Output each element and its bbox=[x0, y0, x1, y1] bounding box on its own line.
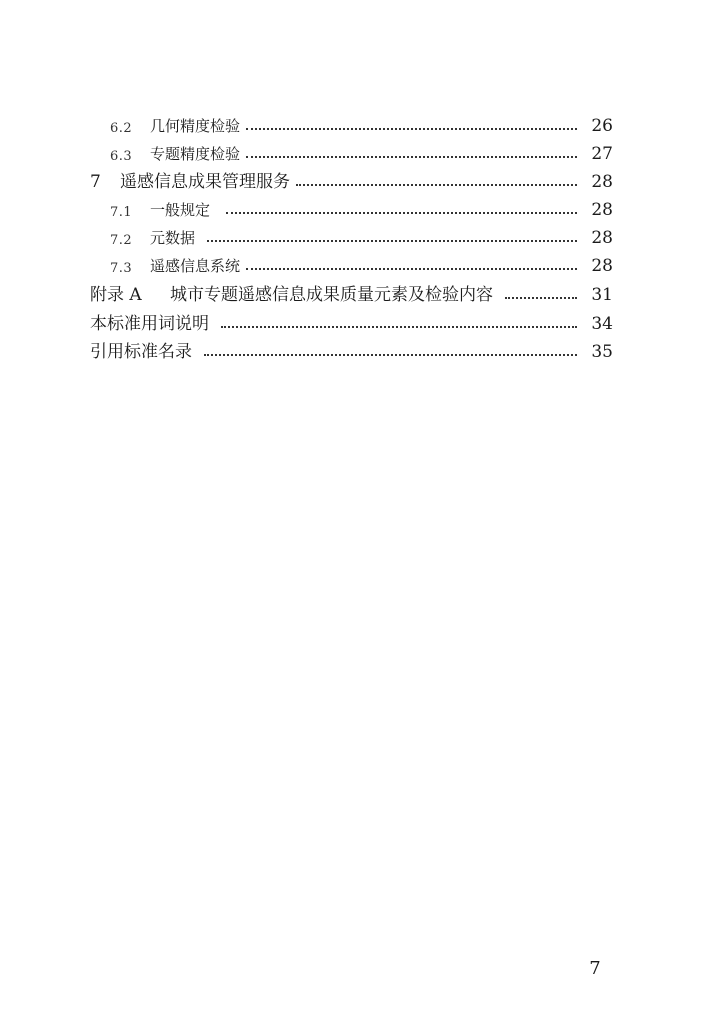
toc-entry-page: 28 bbox=[591, 172, 613, 192]
page-number: 7 bbox=[589, 958, 601, 979]
toc-entry-6-3[interactable] bbox=[0, 136, 707, 164]
toc-entry-7-2[interactable] bbox=[0, 220, 707, 248]
toc-entry-page: 26 bbox=[591, 116, 613, 136]
toc-entry-title: 专题精度检验 bbox=[150, 145, 241, 163]
toc-entry-title: 几何精度检验 bbox=[150, 117, 241, 135]
toc-entry-title: 引用标准名录 bbox=[90, 342, 192, 362]
toc-entry-7-3[interactable] bbox=[0, 248, 707, 276]
toc-entry-number: 7 bbox=[90, 172, 101, 192]
toc-entry-title: 遥感信息成果管理服务 bbox=[120, 172, 290, 192]
dot-leader bbox=[296, 184, 577, 186]
toc-entry-page: 28 bbox=[591, 228, 613, 248]
dot-leader bbox=[505, 297, 577, 299]
toc-entry-number: 7.3 bbox=[110, 261, 133, 276]
toc-entry-page: 28 bbox=[591, 256, 613, 276]
toc-entry-title: 元数据 bbox=[150, 229, 196, 247]
dot-leader bbox=[221, 326, 577, 328]
toc-entry-number: 6.3 bbox=[110, 149, 133, 164]
dot-leader bbox=[204, 354, 577, 356]
toc-entry-number: 7.2 bbox=[110, 233, 133, 248]
toc-entry-7[interactable] bbox=[0, 164, 707, 192]
dot-leader bbox=[246, 268, 577, 270]
dot-leader bbox=[246, 128, 577, 130]
toc-entry-number: 7.1 bbox=[110, 205, 133, 220]
toc-entry-page: 27 bbox=[591, 144, 613, 164]
toc-entry-6-2[interactable] bbox=[0, 108, 707, 136]
toc-entry-number: 附录 A bbox=[90, 285, 142, 305]
toc-entry-title: 本标准用词说明 bbox=[90, 314, 209, 334]
toc-entry-number: 6.2 bbox=[110, 121, 133, 136]
toc-entry-appendix-a[interactable] bbox=[0, 277, 707, 305]
toc-entry-page: 34 bbox=[591, 314, 613, 334]
dot-leader bbox=[226, 212, 577, 214]
toc-entry-title: 一般规定 bbox=[150, 201, 211, 219]
dot-leader bbox=[207, 240, 577, 242]
dot-leader bbox=[246, 156, 577, 158]
toc-entry-page: 35 bbox=[591, 342, 613, 362]
toc-entry-references[interactable] bbox=[0, 334, 707, 362]
toc-entry-page: 31 bbox=[591, 285, 613, 305]
toc-entry-page: 28 bbox=[591, 200, 613, 220]
toc-entry-title: 城市专题遥感信息成果质量元素及检验内容 bbox=[170, 285, 493, 305]
toc-entry-title: 遥感信息系统 bbox=[150, 257, 241, 275]
toc-entry-terms[interactable] bbox=[0, 306, 707, 334]
toc-entry-7-1[interactable] bbox=[0, 192, 707, 220]
